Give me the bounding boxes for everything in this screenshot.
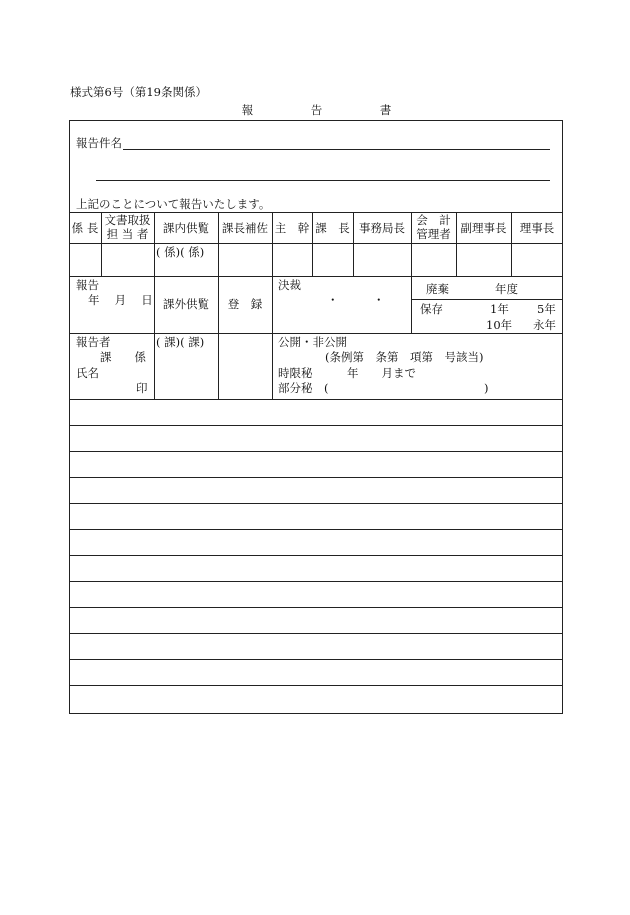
reporter-name-label: 氏名 <box>76 366 99 380</box>
header-jimukyoku: 事務局長 <box>359 221 405 235</box>
blank-row[interactable] <box>69 425 563 426</box>
subject-label: 報告件名 <box>76 136 122 150</box>
reporter-ka-kakari[interactable]: 課 係 <box>100 350 146 364</box>
header-kaikei-2: 管理者 <box>416 227 451 241</box>
rule <box>69 243 563 244</box>
page-title: 報 告 書 <box>241 103 392 117</box>
blank-row[interactable] <box>69 555 563 556</box>
blank-row[interactable] <box>69 451 563 452</box>
header-shukan: 主 幹 <box>274 221 310 235</box>
intro-text: 上記のことについて報告いたします。 <box>76 197 271 211</box>
header-bunsho-1: 文書取扱 <box>104 213 151 227</box>
retention-eien[interactable]: 永年 <box>533 318 556 332</box>
blank-row[interactable] <box>69 633 563 634</box>
header-kakari-cho: 係 長 <box>71 221 99 235</box>
disclosure-line-4[interactable]: 部分秘 ( <box>278 381 329 395</box>
header-kanai: 課内供覧 <box>163 221 209 235</box>
kakari-row-label: ( 係)( 係) <box>156 245 205 259</box>
rule <box>69 276 563 277</box>
report-date[interactable]: 年 月 日 <box>88 293 153 307</box>
reporter-label: 報告者 <box>76 335 111 349</box>
subject-line-1[interactable] <box>123 149 550 150</box>
blank-row[interactable] <box>69 607 563 608</box>
blank-row[interactable] <box>69 659 563 660</box>
haiki-label: 廃棄 年度 <box>426 282 518 296</box>
header-hosa: 課長補佐 <box>222 221 268 235</box>
header-kaikei-1: 会 計 <box>416 213 451 227</box>
rule <box>69 333 563 334</box>
header-rijicho: 理事長 <box>519 221 555 235</box>
retention-1y[interactable]: 1年 <box>490 302 509 316</box>
header-fukurijicho: 副理事長 <box>460 221 507 235</box>
rule <box>272 212 273 399</box>
ka-row-label: ( 課)( 課) <box>156 335 205 349</box>
blank-row[interactable] <box>69 529 563 530</box>
retention-10y[interactable]: 10年 <box>486 318 513 332</box>
disclosure-line-1[interactable]: 公開・非公開 <box>278 335 347 349</box>
touroku-label: 登 録 <box>227 297 263 311</box>
blank-row[interactable] <box>69 685 563 686</box>
blank-row[interactable] <box>69 477 563 478</box>
report-label: 報告 <box>76 278 99 292</box>
hozon-label: 保存 <box>420 302 443 316</box>
kagai-label: 課外供覧 <box>163 297 209 311</box>
disclosure-line-2: (条例第 条第 項第 号該当) <box>325 350 484 364</box>
header-kacho: 課 長 <box>315 221 350 235</box>
rule <box>411 299 563 300</box>
blank-row[interactable] <box>69 581 563 582</box>
header-bunsho-2: 担 当 者 <box>106 227 149 241</box>
rule <box>69 399 563 400</box>
disclosure-line-3[interactable]: 時限秘 年 月まで <box>278 366 416 380</box>
kessai-dots: ・ ・ <box>327 293 385 307</box>
blank-row[interactable] <box>69 503 563 504</box>
form-number: 様式第6号（第19条関係） <box>70 85 207 99</box>
subject-line-2[interactable] <box>96 180 550 181</box>
retention-5y[interactable]: 5年 <box>537 302 556 316</box>
kessai-label: 決裁 <box>278 278 301 292</box>
seal-label: 印 <box>136 381 148 395</box>
disclosure-line-4-close: ) <box>484 381 489 395</box>
